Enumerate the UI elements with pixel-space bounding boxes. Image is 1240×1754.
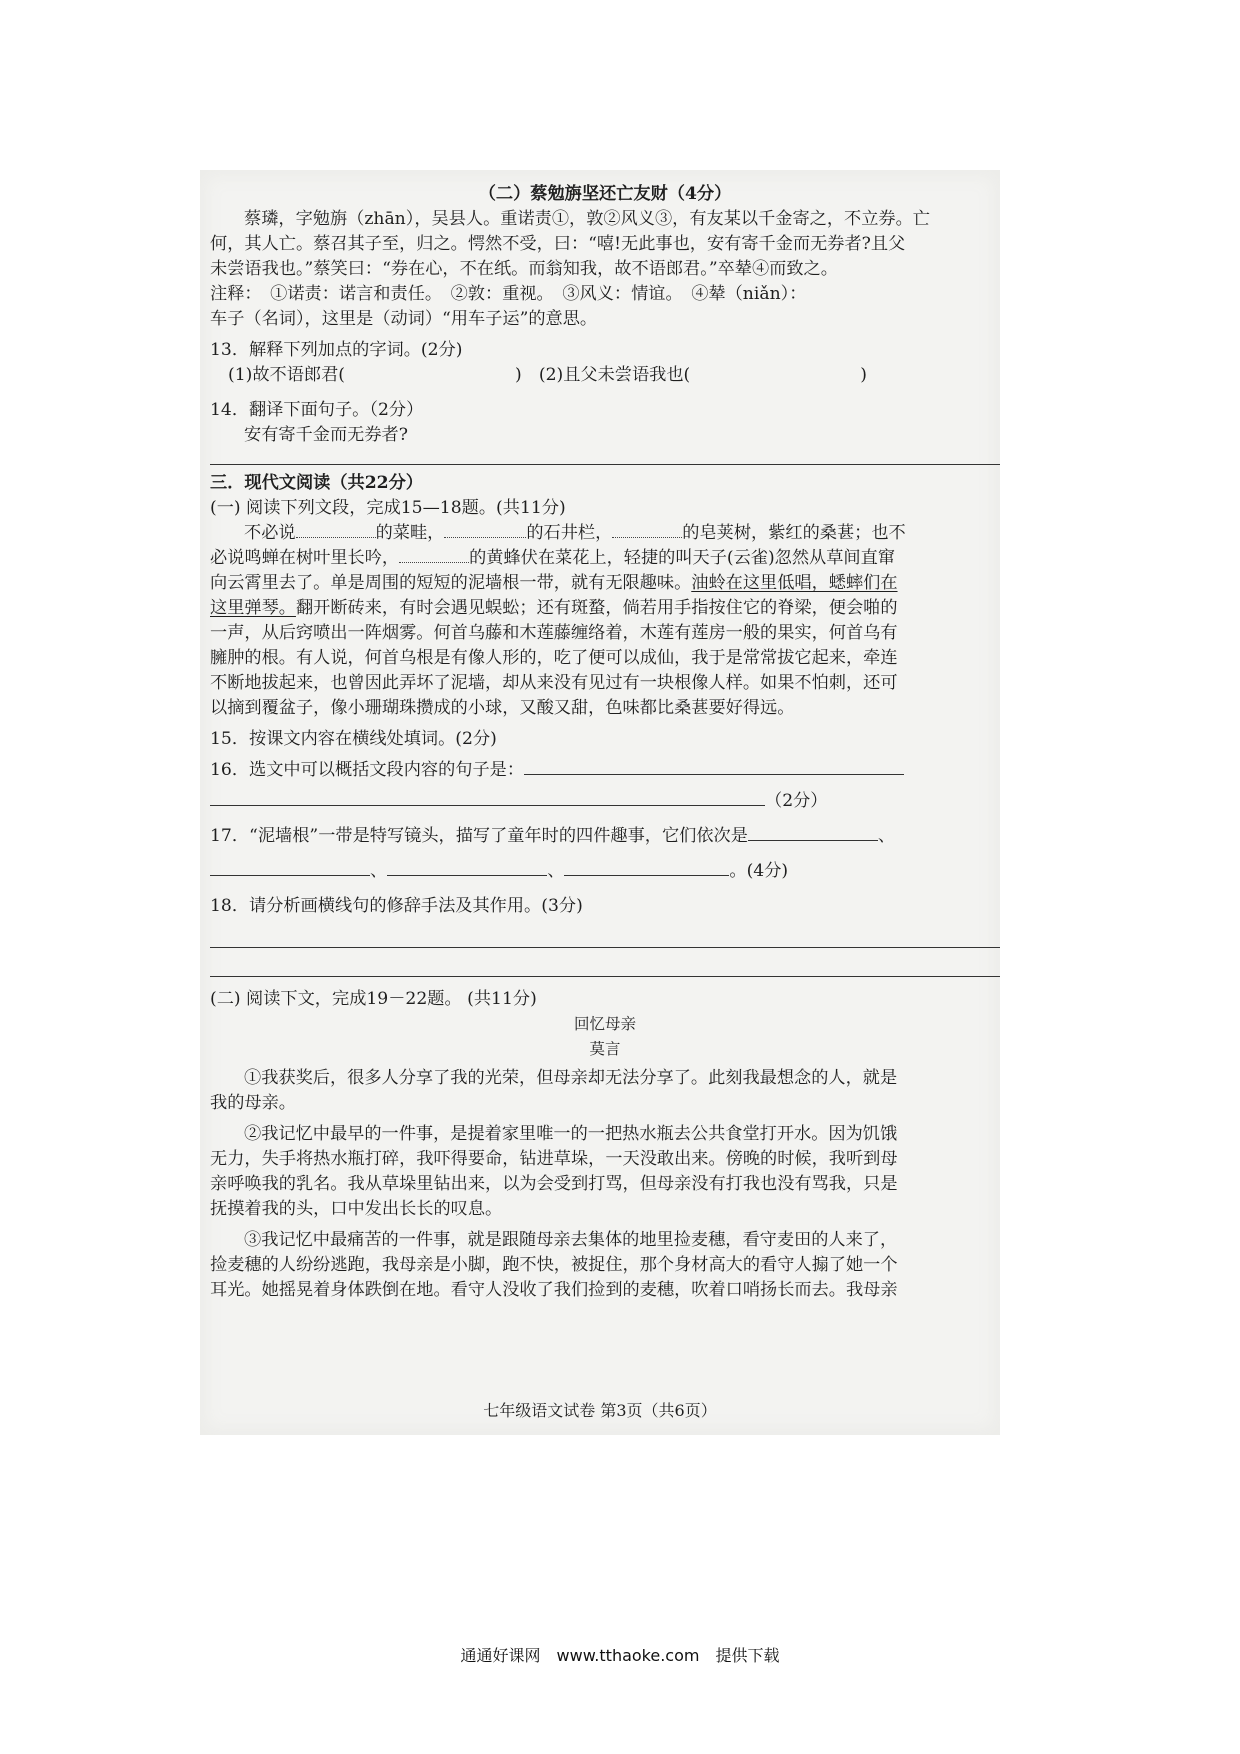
passage-line [210,596,1000,621]
part3-sub2: (二) 阅读下文，完成19－22题。 (共11分) [210,989,537,1009]
passage-line: 不断地拔起来，也曾因此弄坏了泥墙，却从来没有见过有一块根像人样。如果不怕刺，还可 [210,673,898,693]
q13-answer-2[interactable] [690,364,860,380]
text: 必说鸣蝉在树叶里长吟， [210,548,400,568]
text: 的菜畦， [375,523,445,543]
essay-line: 耳光。她摇晃着身体跌倒在地。看守人没收了我们捡到的麦穗，吹着口哨扬长而去。我母亲 [210,1280,898,1300]
essay-line: 我的母亲。 [210,1093,296,1113]
q13-item-2: ) (2)且父未尝语我也( [515,365,691,385]
q17-text: 17．“泥墙根”一带是特写镜头，描写了童年时的四件趣事，它们依次是 [210,826,748,846]
fill-blank-1[interactable] [296,521,376,538]
passage-line: 一声，从后窍喷出一阵烟雾。何首乌藤和木莲藤缠络着，木莲有莲房一般的果实，何首乌有 [210,623,898,643]
q14-sentence: 安有寄千金而无券者? [244,425,408,445]
notes-line: 车子（名词），这里是（动词）“用车子运”的意思。 [210,309,598,329]
essay-line: 捡麦穗的人纷纷逃跑，我母亲是小脚，跑不快，被捉住，那个身材高大的看守人搧了她一个 [210,1255,898,1275]
text: 的石井栏， [526,523,613,543]
text: 翻开断砖来，有时会遇见蜈蚣；还有斑蝥，倘若用手指按住它的脊梁，便会啪的 [295,598,898,618]
passage-line [210,571,1000,596]
separator: 、 [370,861,388,881]
q18-answer-line-1[interactable] [210,933,1000,948]
q17-score: 。(4分) [729,861,789,881]
passage-line: 臃肿的根。有人说，何首乌根是有像人形的，吃了便可以成仙，我于是常常拔它起来，牵连 [210,648,898,668]
question-13-answers [210,363,1000,388]
question-18: 18．请分析画横线句的修辞手法及其作用。(3分) [210,896,583,916]
q17-answer-1[interactable] [748,824,878,841]
q13-close: ) [860,365,867,385]
text: 的黄蜂伏在菜花上，轻捷的叫天子(云雀)忽然从草间直窜 [469,548,895,568]
essay-line: 抚摸着我的头，口中发出长长的叹息。 [210,1199,503,1219]
underlined-sentence: 油蛉在这里低唱，蟋蟀们在 [691,573,898,593]
question-15: 15．按课文内容在横线处填词。(2分) [210,729,497,749]
question-17 [210,824,1000,849]
fill-blank-2[interactable] [444,521,526,538]
question-17-cont [210,859,1000,884]
q17-answer-4[interactable] [564,859,729,876]
passage-line: 未尝语我也。”蔡笑曰：“券在心，不在纸。而翁知我，故不语郎君。”卒辇④而致之。 [210,259,838,279]
question-14: 14．翻译下面句子。（2分） [210,400,424,420]
passage-line [210,521,1000,546]
fill-blank-3[interactable] [612,521,682,538]
question-16-cont [210,789,1000,814]
q17-answer-2[interactable] [210,859,370,876]
q16-text: 16．选文中可以概括文段内容的句子是： [210,760,525,780]
question-16 [210,758,1000,783]
notes-line: 注释： ①诺责：诺言和责任。 ②敦：重视。 ③风义：情谊。 ④辇（niǎn）： [210,284,807,304]
separator: 、 [877,826,896,846]
essay-line: ③我记忆中最痛苦的一件事，就是跟随母亲去集体的地里捡麦穗，看守麦田的人来了， [244,1230,898,1250]
exam-page-content [210,182,1000,1303]
essay-line: 无力，失手将热水瓶打碎，我吓得要命，钻进草垛，一天没敢出来。傍晚的时候，我听到母 [210,1149,898,1169]
part3-sub1: (一) 阅读下列文段，完成15—18题。(共11分) [210,498,566,518]
essay-line: ①我获奖后，很多人分享了我的光荣，但母亲却无法分享了。此刻我最想念的人，就是 [244,1068,898,1088]
page-number-footer: 七年级语文试卷 第3页（共6页） [483,1401,717,1420]
q16-score: （2分） [765,791,828,811]
passage-line: 何，其人亡。蔡召其子至，归之。愕然不受，曰：“嘻!无此事也，安有寄千金而无券者?且父 [210,234,906,254]
q13-answer-1[interactable] [345,364,515,380]
passage-line: 以摘到覆盆子，像小珊瑚珠攒成的小球，又酸又甜，色味都比桑葚要好得远。 [210,698,795,718]
part3-title: 三．现代文阅读（共22分） [210,473,423,493]
q18-answer-line-2[interactable] [210,962,1000,977]
q16-answer-line-2[interactable] [210,789,765,806]
section-divider [210,464,1000,465]
text: 的皂荚树，紫红的桑葚；也不 [682,523,906,543]
q16-answer-line[interactable] [524,758,904,775]
essay-line: 亲呼唤我的乳名。我从草垛里钻出来，以为会受到打骂，但母亲没有打我也没有骂我，只是 [210,1174,898,1194]
passage-line: 蔡璘，字勉旃（zhān），吴县人。重诺责①，敦②风义③，有友某以千金寄之，不立券。亡 [244,209,930,229]
separator: 、 [547,861,565,881]
site-credit-footer: 通通好课网 www.tthaoke.com 提供下载 [460,1646,780,1665]
essay-author: 莫言 [589,1040,621,1058]
q13-item-1: (1)故不语郎君( [228,365,345,385]
section-title-cai: （二）蔡勉旃坚还亡友财（4分） [478,184,732,204]
text: 不必说 [244,523,296,543]
underlined-sentence: 这里弹琴。 [210,598,296,618]
text: 向云霄里去了。单是周围的短短的泥墙根一带，就有无限趣味。 [210,573,692,593]
question-13: 13．解释下列加点的字词。(2分) [210,340,463,360]
passage-line [210,546,1000,571]
fill-blank-4[interactable] [399,546,469,563]
q17-answer-3[interactable] [387,859,547,876]
essay-title: 回忆母亲 [573,1015,636,1033]
essay-line: ②我记忆中最早的一件事，是提着家里唯一的一把热水瓶去公共食堂打开水。因为饥饿 [244,1124,898,1144]
